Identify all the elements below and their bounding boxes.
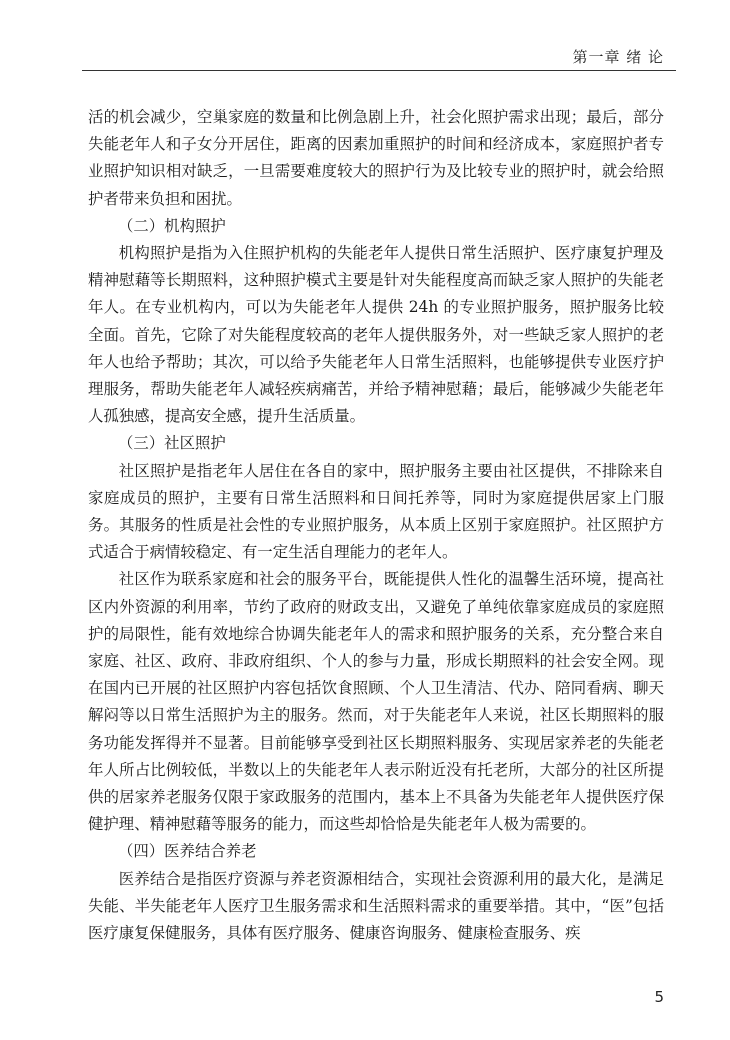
paragraph-medical: 医养结合是指医疗资源与养老资源相结合，实现社会资源利用的最大化，是满足失能、半失能老年人医疗卫生服务需求和生活照料需求的重要举措。其中，“医”包括医疗康复保健服务，具体有医疗服务、健康咨询服务、健康检查服务、疾 <box>88 869 664 943</box>
section-heading-medical: （四）医养结合养老 <box>118 842 257 861</box>
paragraph-community-2: 社区作为联系家庭和社会的服务平台，既能提供人性化的温馨生活环境，提高社区内外资源的利用率，节约了政府的财政支出，又避免了单纯依靠家庭成员的家庭照护的局限性，能有效地综合协调失能老年人的需求和照护服务的关系，充分整合来自家庭、社区、政府、非政府组织、个人的参与力量，形成长期照料的社会安全网。现在国内已开展的社区照护内容包括饮食照顾、个人卫生清洁、代办、陪同看病、聊天解闷等以日常生活照护为主的服务。然而，对于失能老年人来说，社区长期照料的服务功能发挥得并不显著。目前能够享受到社区长期照料服务、实现居家养老的失能老年人所占比例较低，半数以上的失能老年人表示附近没有托老所，大部分的社区所提供的居家养老服务仅限于家政服务的范围内，基本上不具备为失能老年人提供医疗保健护理、精神慰藉等服务的能力，而这些却恰恰是失能老年人极为需要的。 <box>88 570 664 834</box>
paragraph-intro-continued: 活的机会减少，空巢家庭的数量和比例急剧上升，社会化照护需求出现；最后，部分失能老年人和子女分开居住，距离的因素加重照护的时间和经济成本，家庭照护者专业照护知识相对缺乏，一旦需要难度较大的照护行为及比较专业的照护时，就会给照护者带来负担和困扰。 <box>88 108 664 208</box>
header-rule <box>82 70 676 71</box>
section-heading-institution: （二）机构照护 <box>118 216 226 235</box>
paragraph-institution: 机构照护是指为入住照护机构的失能老年人提供日常生活照护、医疗康复护理及精神慰藉等长期照料，这种照护模式主要是针对失能程度高而缺乏家人照护的失能老年人。在专业机构内，可以为失能老年人提供 24h 的专业照护服务，照护服务比较全面。首先，它除了对失能程度较高的老年人提供服务外，对一些缺乏家人照护的老年人也给予帮助；其次，可以给予失能老年人日常生活照料，也能够提供专业医疗护理服务，帮助失能老年人减轻疾病痛苦，并给予精神慰藉；最后，能够减少失能老年人孤独感，提高安全感，提升生活质量。 <box>88 244 664 426</box>
running-head: 第一章 绪 论 <box>572 48 664 66</box>
page-number: 5 <box>654 988 664 1006</box>
section-heading-community: （三）社区照护 <box>118 434 226 453</box>
page-body <box>88 104 664 947</box>
paragraph-community-1: 社区照护是指老年人居住在各自的家中，照护服务主要由社区提供，不排除来自家庭成员的照护，主要有日常生活照料和日间托养等，同时为家庭提供居家上门服务。其服务的性质是社会性的专业照护服务，从本质上区别于家庭照护。社区照护方式适合于病情较稳定、有一定生活自理能力的老年人。 <box>88 461 664 562</box>
